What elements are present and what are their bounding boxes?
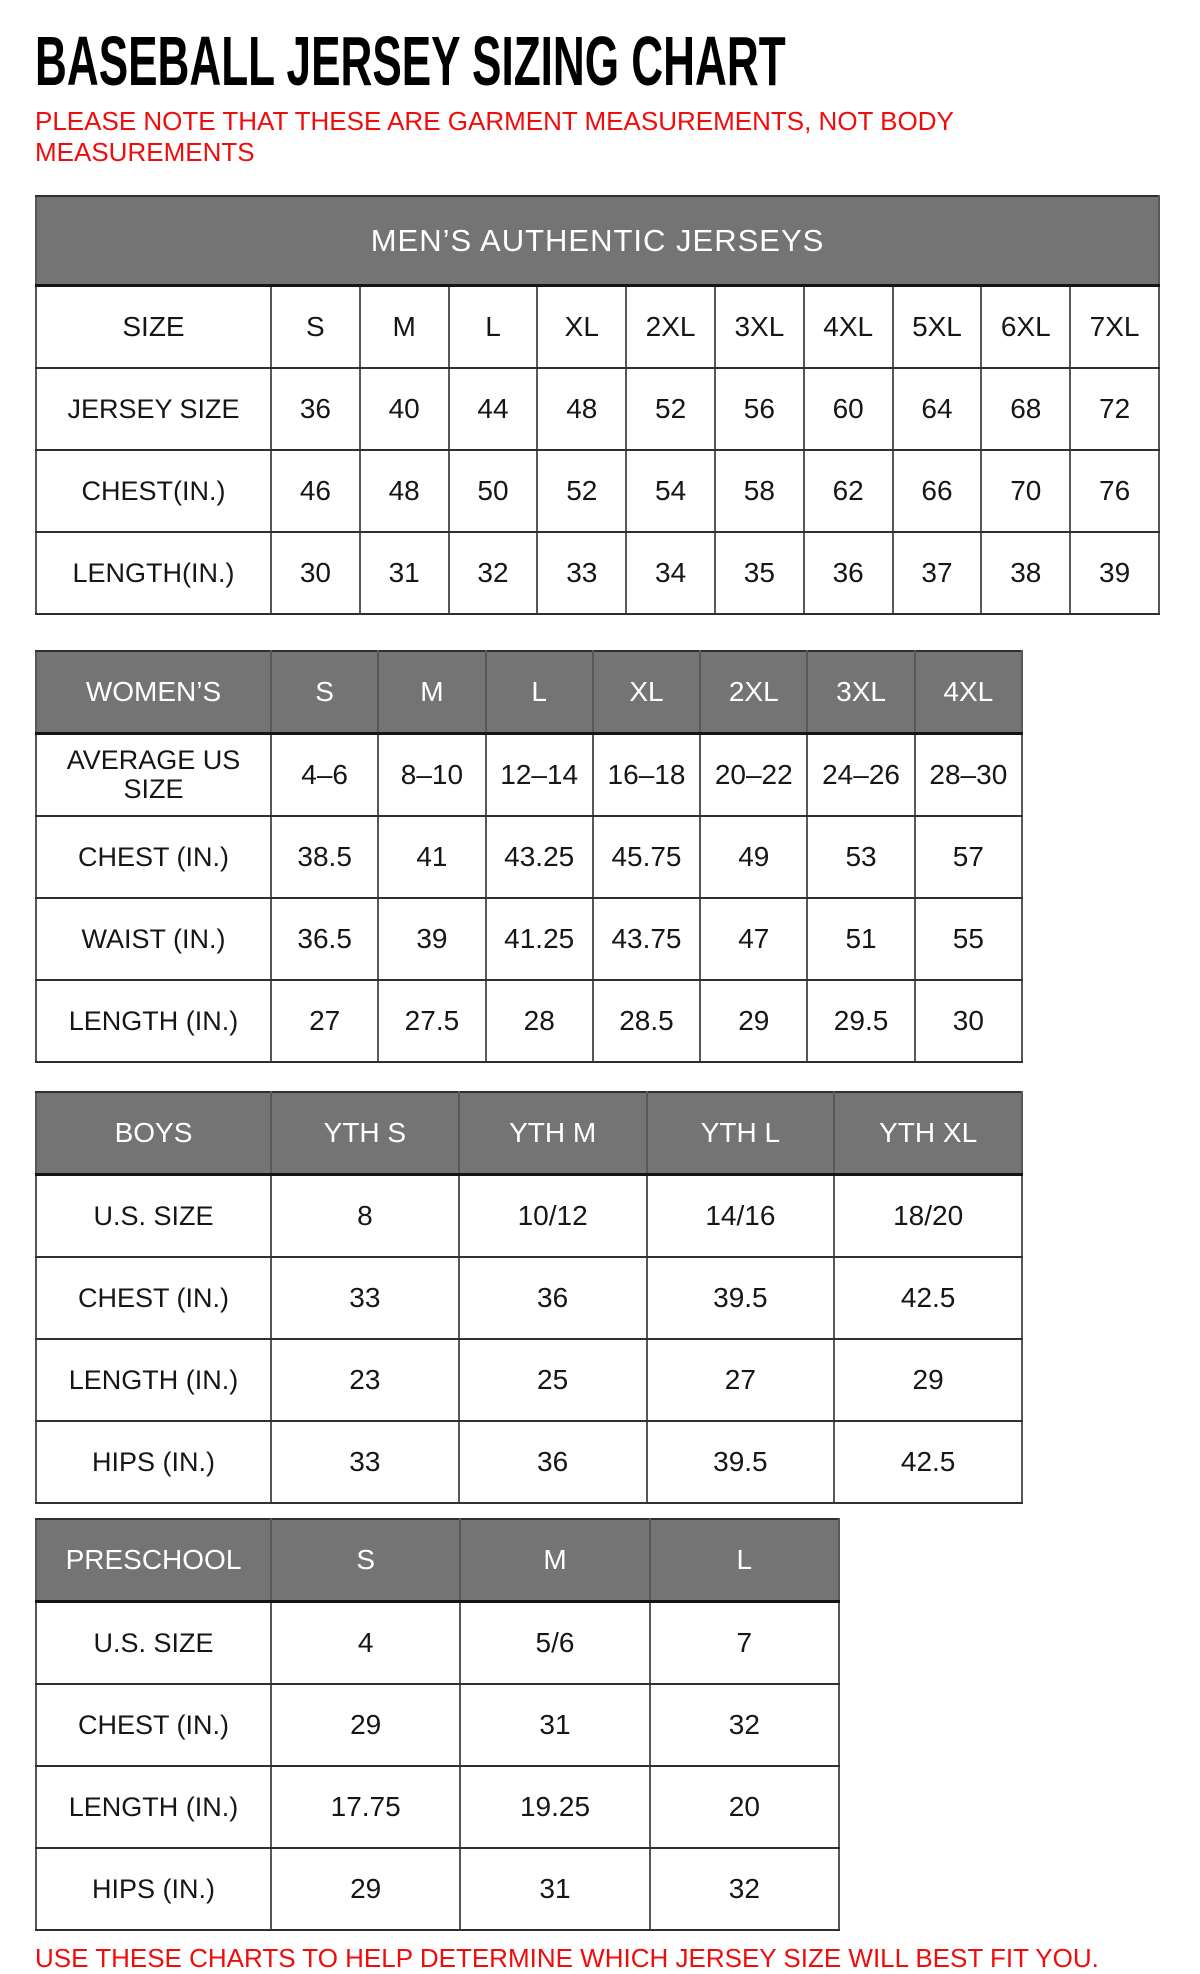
cell-value: 28 xyxy=(486,980,593,1062)
cell-value: 10/12 xyxy=(459,1175,647,1258)
cell-value: 20 xyxy=(650,1766,839,1848)
cell-value: 29.5 xyxy=(807,980,914,1062)
cell-value: 50 xyxy=(449,450,538,532)
row-label: U.S. SIZE xyxy=(36,1175,271,1258)
note-line-1: PLEASE NOTE THAT THESE ARE GARMENT MEASUREMENTS, NOT BODY xyxy=(35,106,954,136)
column-header: S xyxy=(271,1519,460,1602)
cell-value: 37 xyxy=(893,532,982,614)
table-row xyxy=(36,368,1159,450)
table-row xyxy=(36,734,1022,817)
cell-value: 58 xyxy=(715,450,804,532)
cell-value: 39 xyxy=(1070,532,1159,614)
cell-value: 36.5 xyxy=(271,898,378,980)
cell-value: 36 xyxy=(804,532,893,614)
cell-value: 76 xyxy=(1070,450,1159,532)
cell-value: 30 xyxy=(915,980,1022,1062)
cell-value: 32 xyxy=(449,532,538,614)
table-row xyxy=(36,1848,839,1930)
cell-value: 19.25 xyxy=(460,1766,649,1848)
cell-value: 45.75 xyxy=(593,816,700,898)
row-label: HIPS (IN.) xyxy=(36,1848,271,1930)
column-header: 3XL xyxy=(807,651,914,734)
garment-measurements-note xyxy=(35,106,1200,168)
row-label: WAIST (IN.) xyxy=(36,898,271,980)
cell-value: 46 xyxy=(271,450,360,532)
cell-value: 23 xyxy=(271,1339,459,1421)
table-row xyxy=(36,816,1022,898)
cell-value: 8 xyxy=(271,1175,459,1258)
page-title: BASEBALL JERSEY SIZING CHART xyxy=(35,22,786,100)
table-row xyxy=(36,1602,839,1685)
row-label: U.S. SIZE xyxy=(36,1602,271,1685)
table-row xyxy=(36,1257,1022,1339)
column-header: M xyxy=(360,286,449,369)
column-header: 3XL xyxy=(715,286,804,369)
cell-value: 52 xyxy=(537,450,626,532)
column-header: L xyxy=(449,286,538,369)
cell-value: 29 xyxy=(700,980,807,1062)
column-header: S xyxy=(271,286,360,369)
cell-value: 29 xyxy=(834,1339,1022,1421)
cell-value: 36 xyxy=(271,368,360,450)
cell-value: 60 xyxy=(804,368,893,450)
cell-value: 55 xyxy=(915,898,1022,980)
cell-value: 40 xyxy=(360,368,449,450)
mens-authentic-jerseys-table xyxy=(35,195,1160,615)
cell-value: 42.5 xyxy=(834,1257,1022,1339)
column-header: YTH S xyxy=(271,1092,459,1175)
cell-value: 43.25 xyxy=(486,816,593,898)
column-header: M xyxy=(378,651,485,734)
cell-value: 8–10 xyxy=(378,734,485,817)
column-header: YTH M xyxy=(459,1092,647,1175)
cell-value: 33 xyxy=(271,1421,459,1503)
cell-value: 54 xyxy=(626,450,715,532)
cell-value: 32 xyxy=(650,1848,839,1930)
cell-value: 39 xyxy=(378,898,485,980)
table-row xyxy=(36,1519,839,1602)
table-row xyxy=(36,651,1022,734)
column-header: YTH XL xyxy=(834,1092,1022,1175)
cell-value: 72 xyxy=(1070,368,1159,450)
cell-value: 51 xyxy=(807,898,914,980)
cell-value: 42.5 xyxy=(834,1421,1022,1503)
column-header: 2XL xyxy=(700,651,807,734)
cell-value: 39.5 xyxy=(647,1421,835,1503)
cell-value: 20–22 xyxy=(700,734,807,817)
cell-value: 68 xyxy=(981,368,1070,450)
note-line-2: MEASUREMENTS xyxy=(35,137,255,168)
column-header: XL xyxy=(537,286,626,369)
cell-value: 39.5 xyxy=(647,1257,835,1339)
cell-value: 24–26 xyxy=(807,734,914,817)
cell-value: 35 xyxy=(715,532,804,614)
cell-value: 25 xyxy=(459,1339,647,1421)
table-title-banner: MEN’S AUTHENTIC JERSEYS xyxy=(36,196,1159,286)
cell-value: 44 xyxy=(449,368,538,450)
cell-value: 66 xyxy=(893,450,982,532)
row-label: JERSEY SIZE xyxy=(36,368,271,450)
column-header: L xyxy=(650,1519,839,1602)
table-row xyxy=(36,1421,1022,1503)
cell-value: 7 xyxy=(650,1602,839,1685)
cell-value: 28.5 xyxy=(593,980,700,1062)
column-header: 4XL xyxy=(804,286,893,369)
table-row xyxy=(36,1339,1022,1421)
table-corner-label: BOYS xyxy=(36,1092,271,1175)
cell-value: 38 xyxy=(981,532,1070,614)
table-row xyxy=(36,532,1159,614)
row-label: CHEST(IN.) xyxy=(36,450,271,532)
row-label: LENGTH(IN.) xyxy=(36,532,271,614)
cell-value: 27.5 xyxy=(378,980,485,1062)
womens-sizing-table xyxy=(35,650,1023,1063)
column-header: 2XL xyxy=(626,286,715,369)
column-header: XL xyxy=(593,651,700,734)
cell-value: 27 xyxy=(647,1339,835,1421)
cell-value: 31 xyxy=(460,1684,649,1766)
cell-value: 64 xyxy=(893,368,982,450)
cell-value: 32 xyxy=(650,1684,839,1766)
boys-sizing-table xyxy=(35,1091,1023,1504)
cell-value: 53 xyxy=(807,816,914,898)
row-label: LENGTH (IN.) xyxy=(36,980,271,1062)
cell-value: 31 xyxy=(460,1848,649,1930)
cell-value: 30 xyxy=(271,532,360,614)
cell-value: 38.5 xyxy=(271,816,378,898)
cell-value: 18/20 xyxy=(834,1175,1022,1258)
cell-value: 27 xyxy=(271,980,378,1062)
cell-value: 34 xyxy=(626,532,715,614)
cell-value: 33 xyxy=(537,532,626,614)
column-header: 5XL xyxy=(893,286,982,369)
cell-value: 36 xyxy=(459,1257,647,1339)
cell-value: 33 xyxy=(271,1257,459,1339)
table-row xyxy=(36,286,1159,369)
cell-value: 29 xyxy=(271,1684,460,1766)
table-row xyxy=(36,1766,839,1848)
cell-value: 41.25 xyxy=(486,898,593,980)
table-row xyxy=(36,1175,1022,1258)
column-header: S xyxy=(271,651,378,734)
cell-value: 56 xyxy=(715,368,804,450)
cell-value: 70 xyxy=(981,450,1070,532)
table-row xyxy=(36,898,1022,980)
cell-value: 43.75 xyxy=(593,898,700,980)
column-header: L xyxy=(486,651,593,734)
row-label: AVERAGE US SIZE xyxy=(36,734,271,817)
column-header: YTH L xyxy=(647,1092,835,1175)
cell-value: 5/6 xyxy=(460,1602,649,1685)
table-row xyxy=(36,1684,839,1766)
preschool-sizing-table xyxy=(35,1518,840,1931)
cell-value: 28–30 xyxy=(915,734,1022,817)
cell-value: 36 xyxy=(459,1421,647,1503)
cell-value: 31 xyxy=(360,532,449,614)
table-row xyxy=(36,980,1022,1062)
footer-note: USE THESE CHARTS TO HELP DETERMINE WHICH JERSEY SIZE WILL BEST FIT YOU. xyxy=(35,1943,1099,1974)
row-label: LENGTH (IN.) xyxy=(36,1339,271,1421)
cell-value: 48 xyxy=(537,368,626,450)
cell-value: 48 xyxy=(360,450,449,532)
cell-value: 47 xyxy=(700,898,807,980)
cell-value: 62 xyxy=(804,450,893,532)
cell-value: 29 xyxy=(271,1848,460,1930)
table-row xyxy=(36,1092,1022,1175)
column-header: 4XL xyxy=(915,651,1022,734)
table-row xyxy=(36,196,1159,286)
table-corner-label: WOMEN’S xyxy=(36,651,271,734)
cell-value: 4–6 xyxy=(271,734,378,817)
row-label: CHEST (IN.) xyxy=(36,1684,271,1766)
cell-value: 4 xyxy=(271,1602,460,1685)
row-label: CHEST (IN.) xyxy=(36,816,271,898)
row-label: LENGTH (IN.) xyxy=(36,1766,271,1848)
column-header: 6XL xyxy=(981,286,1070,369)
cell-value: 17.75 xyxy=(271,1766,460,1848)
table-corner-label: SIZE xyxy=(36,286,271,369)
cell-value: 16–18 xyxy=(593,734,700,817)
row-label: CHEST (IN.) xyxy=(36,1257,271,1339)
cell-value: 12–14 xyxy=(486,734,593,817)
cell-value: 49 xyxy=(700,816,807,898)
cell-value: 14/16 xyxy=(647,1175,835,1258)
cell-value: 52 xyxy=(626,368,715,450)
table-corner-label: PRESCHOOL xyxy=(36,1519,271,1602)
cell-value: 57 xyxy=(915,816,1022,898)
column-header: 7XL xyxy=(1070,286,1159,369)
cell-value: 41 xyxy=(378,816,485,898)
column-header: M xyxy=(460,1519,649,1602)
table-row xyxy=(36,450,1159,532)
row-label: HIPS (IN.) xyxy=(36,1421,271,1503)
